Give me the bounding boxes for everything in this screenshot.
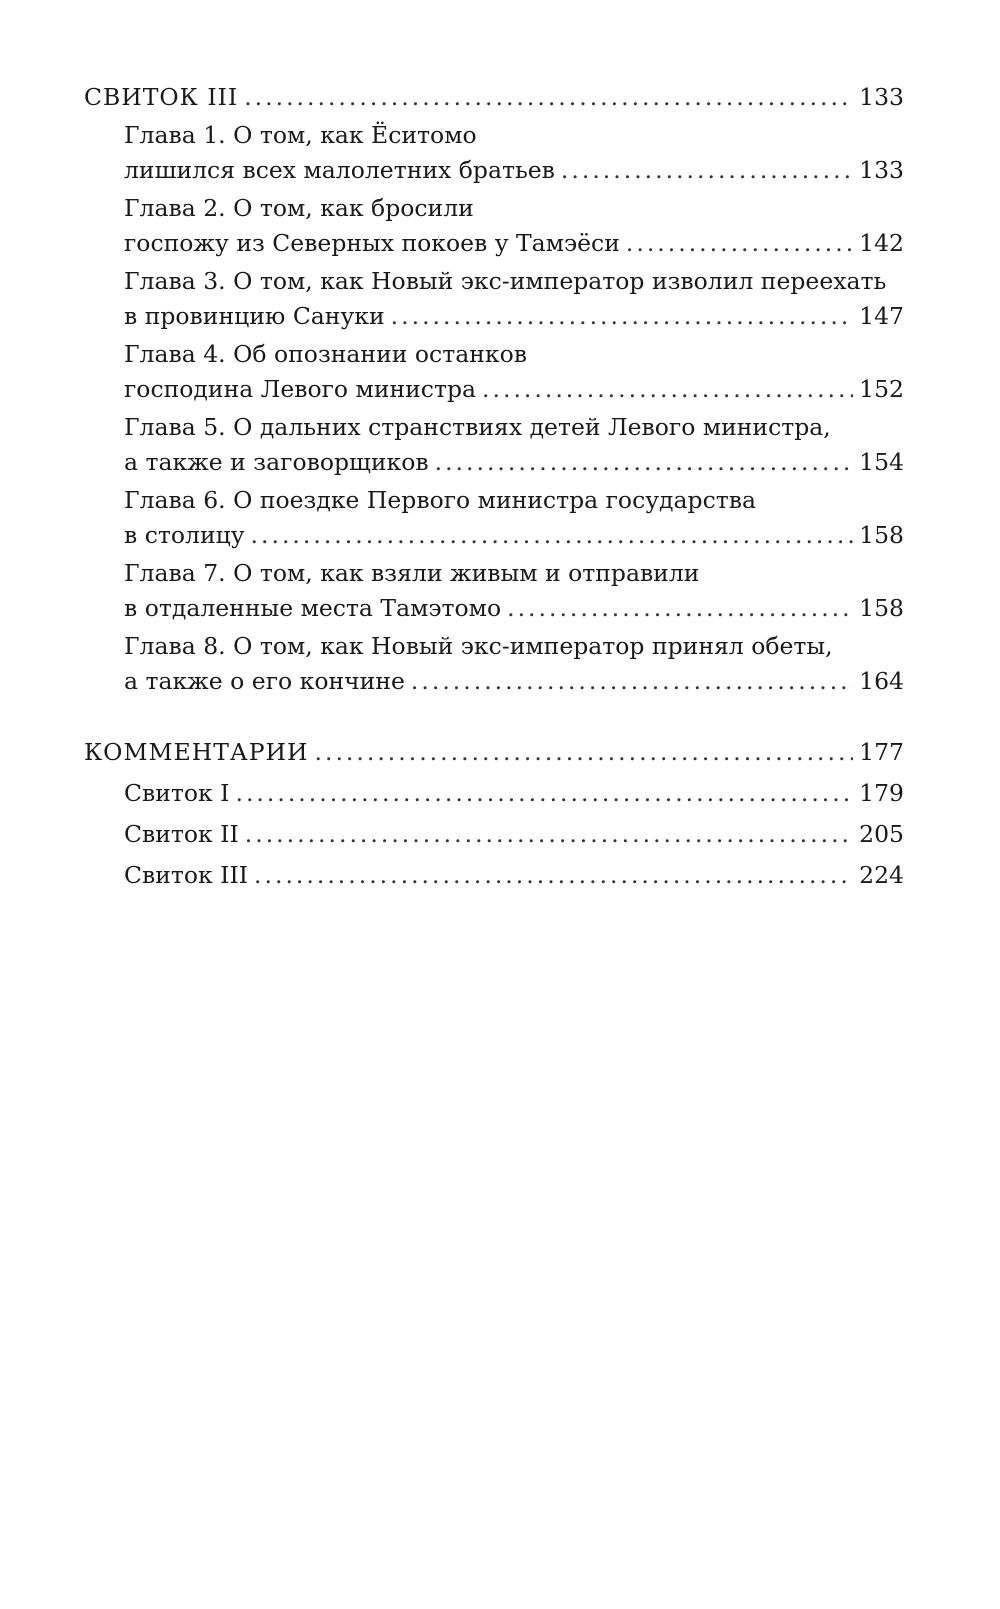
chapter-title-line: Глава 8. О том, как Новый экс-император принял обеты, — [124, 632, 833, 660]
chapter-title-line: в отдаленные места Тамэтомо — [124, 594, 502, 622]
dot-leader — [315, 735, 854, 770]
toc-entry-scroll-3[interactable] — [84, 80, 904, 115]
toc-entry-title: КОММЕНТАРИИ — [84, 738, 309, 766]
toc-page-number: 133 — [859, 83, 904, 111]
toc-page-number: 154 — [859, 448, 904, 476]
toc-page-number: 152 — [859, 375, 904, 403]
dot-leader — [507, 591, 853, 626]
toc-page-number: 142 — [859, 229, 904, 257]
toc-chapter-3[interactable] — [124, 264, 904, 334]
dot-leader — [391, 299, 853, 334]
dot-leader — [245, 817, 853, 852]
chapter-title-line: а также и заговорщиков — [124, 448, 429, 476]
dot-leader — [482, 372, 853, 407]
toc-entry-title: Свиток I — [124, 779, 230, 807]
table-of-contents — [84, 80, 904, 929]
chapter-title-line: а также о его кончине — [124, 667, 405, 695]
dot-leader — [626, 226, 853, 261]
toc-entry-title: Свиток III — [124, 861, 249, 889]
chapter-title-line: Глава 6. О поездке Первого министра государства — [124, 486, 756, 514]
toc-section-scroll-3 — [84, 80, 904, 699]
toc-page-number: 147 — [859, 302, 904, 330]
toc-chapter-8[interactable] — [124, 629, 904, 699]
toc-entry-comments[interactable] — [84, 735, 904, 770]
dot-leader — [235, 776, 853, 811]
toc-page-number: 205 — [859, 820, 904, 848]
toc-comments-item-2[interactable] — [124, 817, 904, 852]
toc-comments-item-3[interactable] — [124, 858, 904, 893]
toc-page-number: 158 — [859, 594, 904, 622]
chapter-title-line: госпожу из Северных покоев у Тамэёси — [124, 229, 620, 257]
chapter-title-line: Глава 1. О том, как Ёситомо — [124, 121, 477, 149]
toc-page-number: 164 — [859, 667, 904, 695]
toc-page-number: 179 — [859, 779, 904, 807]
chapter-title-line: Глава 7. О том, как взяли живым и отправили — [124, 559, 700, 587]
toc-section-comments — [84, 735, 904, 893]
toc-chapter-4[interactable] — [124, 337, 904, 407]
chapter-title-line: Глава 3. О том, как Новый экс-император изволил переехать — [124, 267, 887, 295]
dot-leader — [251, 518, 854, 553]
toc-comments-item-1[interactable] — [124, 776, 904, 811]
toc-page-number: 133 — [859, 156, 904, 184]
toc-chapter-1[interactable] — [124, 118, 904, 188]
toc-entry-title: Свиток II — [124, 820, 239, 848]
chapter-title-line: Глава 4. Об опознании останков — [124, 340, 527, 368]
toc-chapter-6[interactable] — [124, 483, 904, 553]
toc-page-number: 177 — [859, 738, 904, 766]
dot-leader — [254, 858, 853, 893]
chapter-title-line: лишился всех малолетних братьев — [124, 156, 555, 184]
dot-leader — [561, 153, 853, 188]
toc-chapter-5[interactable] — [124, 410, 904, 480]
dot-leader — [411, 664, 853, 699]
toc-page-number: 158 — [859, 521, 904, 549]
dot-leader — [435, 445, 854, 480]
toc-chapter-7[interactable] — [124, 556, 904, 626]
chapter-title-line: Глава 2. О том, как бросили — [124, 194, 474, 222]
dot-leader — [244, 80, 853, 115]
toc-chapter-2[interactable] — [124, 191, 904, 261]
chapter-title-line: Глава 5. О дальних странствиях детей Левого министра, — [124, 413, 831, 441]
toc-entry-title: СВИТОК III — [84, 83, 239, 111]
toc-page-number: 224 — [859, 861, 904, 889]
chapter-title-line: господина Левого министра — [124, 375, 477, 403]
chapter-title-line: в столицу — [124, 521, 245, 549]
chapter-title-line: в провинцию Сануки — [124, 302, 385, 330]
